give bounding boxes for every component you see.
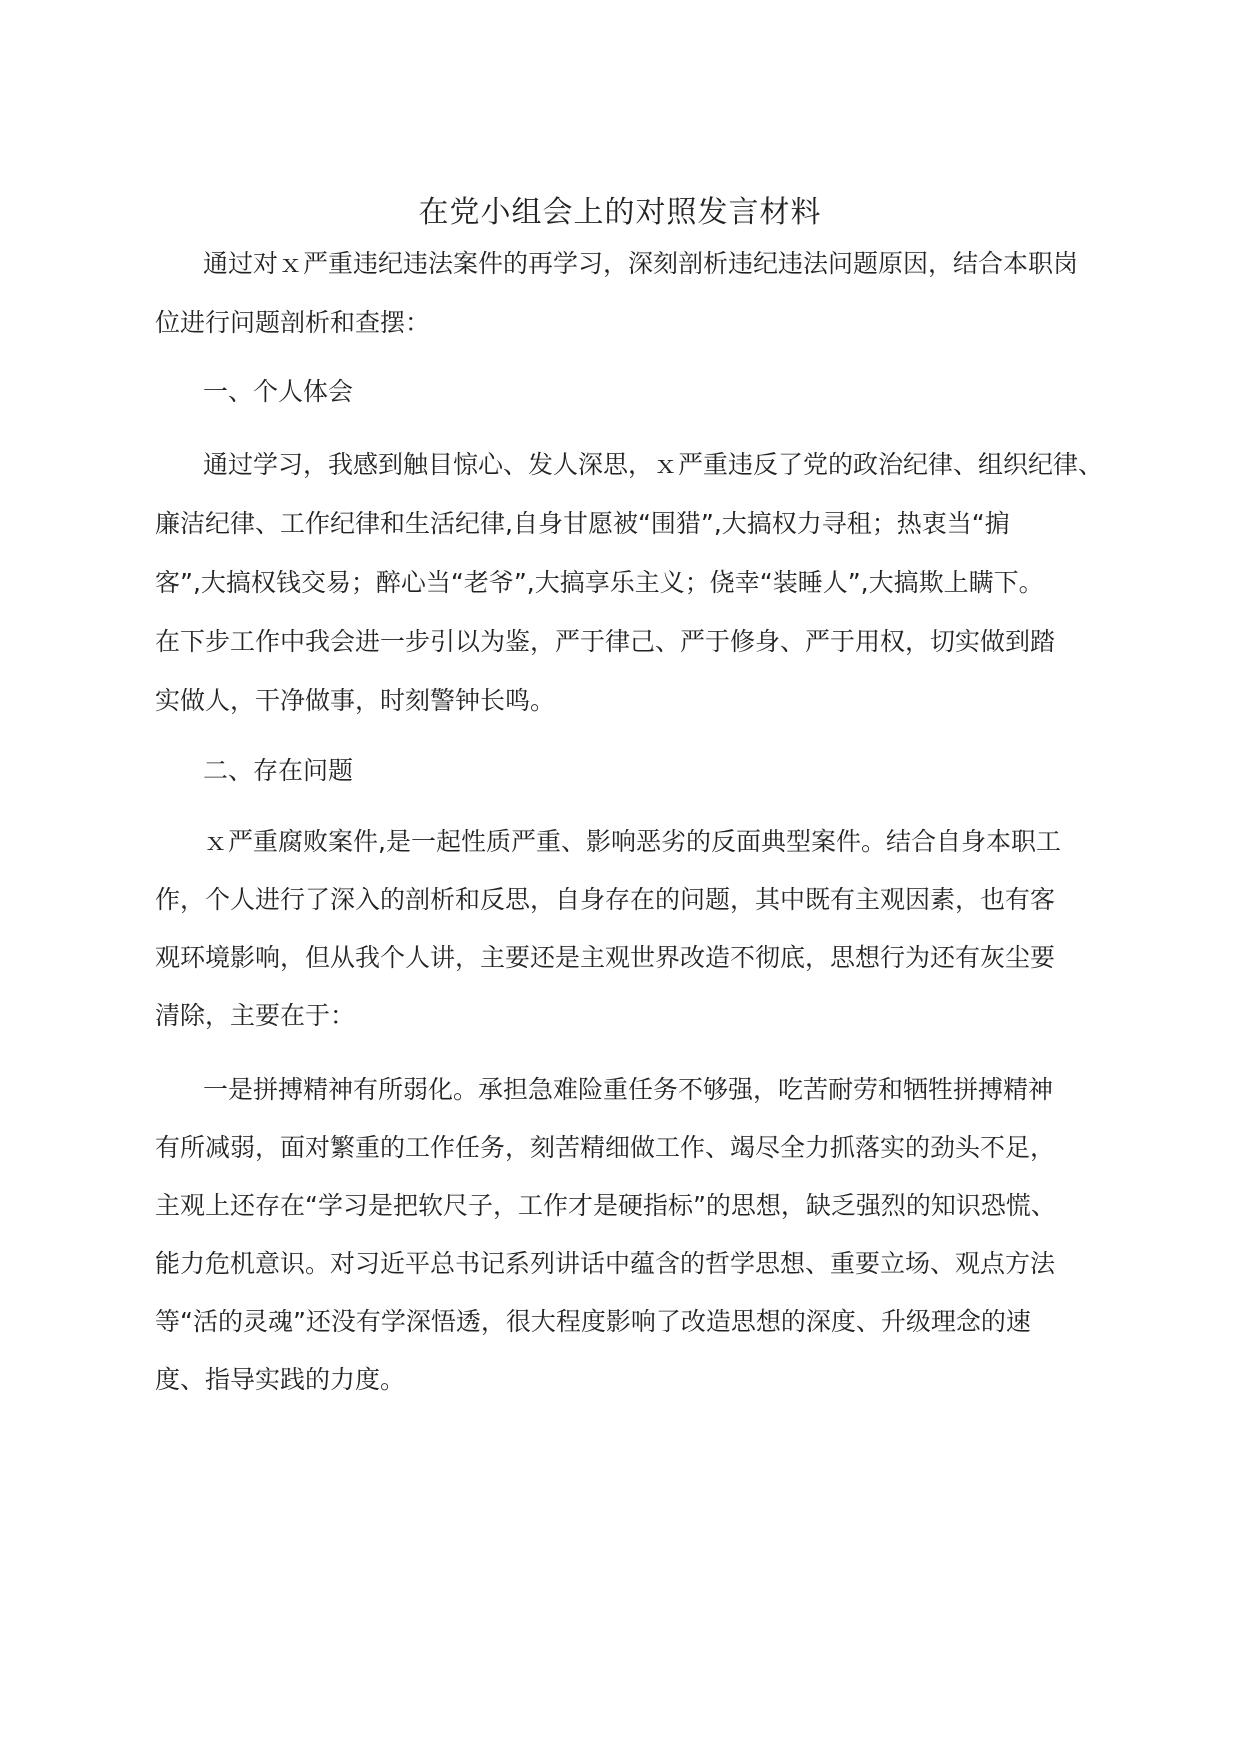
paragraph-line: 客”,大搞权钱交易；醉心当“老爷”,大搞享乐主义；侥幸“装睡人”,大搞欺上瞒下。 [155, 568, 1044, 597]
paragraph-line: 能力危机意识。对习近平总书记系列讲话中蕴含的哲学思想、重要立场、观点方法 [155, 1249, 1056, 1278]
paragraph-line: ｘ严重腐败案件,是一起性质严重、影响恶劣的反面典型案件。结合自身本职工 [203, 827, 1061, 856]
section-heading: 二、存在问题 [203, 756, 354, 785]
document-title: 在党小组会上的对照发言材料 [418, 195, 822, 230]
paragraph-line: 有所减弱，面对繁重的工作任务，刻苦精细做工作、竭尽全力抓落实的劲头不足， [155, 1133, 1056, 1162]
paragraph-line: 通过学习，我感到触目惊心、发人深思，ｘ严重违反了党的政治纪律、组织纪律、 [203, 450, 1104, 479]
paragraph-line: 作，个人进行了深入的剖析和反思，自身存在的问题，其中既有主观因素，也有客 [155, 885, 1056, 914]
paragraph-line: 在下步工作中我会进一步引以为鉴，严于律己、严于修身、严于用权，切实做到踏 [155, 627, 1056, 656]
section-heading: 一、个人体会 [203, 377, 354, 406]
paragraph-line: 通过对ｘ严重违纪违法案件的再学习，深刻剖析违纪违法问题原因，结合本职岗 [203, 249, 1079, 278]
paragraph-line: 清除，主要在于： [155, 1001, 356, 1030]
paragraph-line: 位进行问题剖析和查摆： [155, 308, 431, 337]
paragraph-line: 实做人，干净做事，时刻警钟长鸣。 [155, 686, 556, 715]
paragraph-line: 度、指导实践的力度。 [155, 1365, 406, 1394]
paragraph-line: 廉洁纪律、工作纪律和生活纪律,自身甘愿被“围猎”,大搞权力寻租；热衷当“掮 [155, 509, 1010, 538]
paragraph-line: 一是拼搏精神有所弱化。承担急难险重任务不够强，吃苦耐劳和牺牲拼搏精神 [203, 1075, 1054, 1104]
paragraph-line: 观环境影响，但从我个人讲，主要还是主观世界改造不彻底，思想行为还有灰尘要 [155, 943, 1056, 972]
paragraph-line: 主观上还存在“学习是把软尺子，工作才是硬指标”的思想，缺乏强烈的知识恐慌、 [155, 1191, 1056, 1220]
paragraph-line: 等“活的灵魂”还没有学深悟透，很大程度影响了改造思想的深度、升级理念的速 [155, 1307, 1031, 1336]
